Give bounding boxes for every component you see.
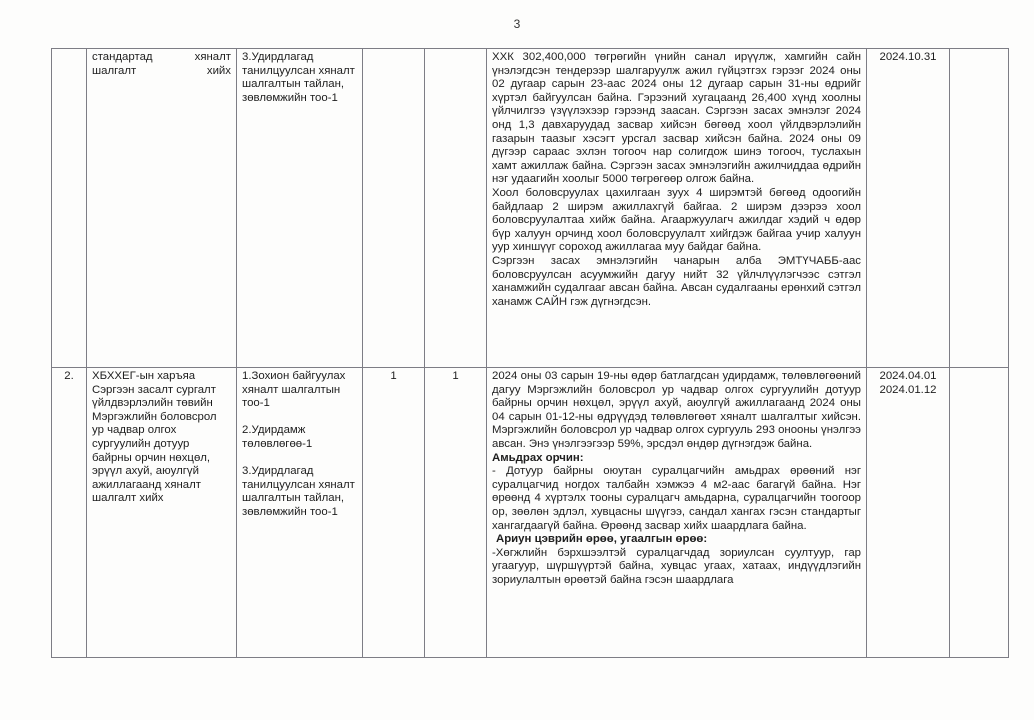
task-cell [87,49,237,368]
section-heading: Амьдрах орчин: [492,451,584,464]
report-cell [487,368,867,658]
actual-cell [425,49,487,368]
date-value: 2024.01.12 [879,383,937,396]
indicators-cell [237,49,363,368]
report-paragraph: Хоол боловсруулах цахилгаан зуух 4 ширэмтэй бөгөөд одоогийн байдлаар 2 ширэм ажиллахгүй байгаа. 2 ширэм дээрээ хоол боловсруулалтаа хийж байна. Агааржуулагч ажилдаг хэдий ч өдөр бүр халуун орчинд хоол боловсруулалт хийгдэж байгаа учир халуун уур хиншүүг сороход ажиллагаа муу байдаг байна. [492,186,861,254]
report-paragraph: Сэргээн засах эмнэлэгийн чанарын алба ЭМТҮЧАББ-аас боловсруулсан асуумжийн дагуу нийт 32 үйлчлүүлэгчээс сэтгэл ханамжийн судалгааг авсан байна. Авсан судалгааны ерөнхий сэтгэл ханамж САЙН гэж дүгнэгдсэн. [492,254,861,308]
section-text: -Хөгжлийн бэрхшээлтэй суралцагчдад зориулсан суултуур, гар угаагуур, шүршүүртэй байна, хувцас угаах, хатаах, индүүдлэгийн зориулалтын өрөөтэй байна гэсэн шаардлага [492,546,861,586]
notes-cell [950,49,1009,368]
report-table [51,48,1009,658]
actual-cell: 1 [425,368,487,658]
task-text: стандартад хяналт шалгалт хийх [92,51,231,77]
indicators-cell [237,368,363,658]
task-cell [87,368,237,658]
date-value: 2024.04.01 [879,370,937,382]
section-heading: Ариун цэврийн өрөө, угаалгын өрөө: [496,533,708,546]
report-intro: 2024 оны 03 сарын 19-ны өдөр батлагдсан удирдамж, төлөвлөгөөний дагуу Мэргэжлийн боловсрол ур чадвар олгох сургуулийн дотуур байрны орчин нөхцөл, эрүүл ахуй, аюулгүй ажиллагаанд 2024 оны 04 сарын 01-12-ны өдрүүдэд төлөвлөгөөт хяналт шалгалтыг хийсэн. Мэргэжлийн боловсрол ур чадвар олгох сургууль 293 онооны үнэлгээ авсан. Энэ үнэлгээгээр 59%, эрсдэл өндөр дүгнэгдэж байна. [492,370,861,450]
row-index-cell: 2. [52,368,87,658]
report-paragraph: ХХК 302,400,000 төгрөгийн үнийн санал ирүүлж, хамгийн сайн үнэлэгдсэн тендерээр шалгаруулж ажил гүйцэтгэх гэрээг 2024 оны 02 дугаар сарын 23-аас 2024 оны 12 дугаар сарын 31-ны өдрийг хүртэл байгуулсан байна. Гэрээний хугацаанд 26,400 хүнд хоолны үйлчилгээ үзүүлэхээр гэрээнд заасан. Сэргээн засах эмнэлэг 2024 онд 1,3 давхаруудад засвар хийсэн бөгөөд хоол үйлдвэрлэлийн газарын таазыг хэсэгт урсгал засвар хийсэн байна. 2024 оны 09 дүгээр сараас эхлэн тогооч нар солигдож шинэ тогооч, туслахын хамт ажиллаж байна. Сэргээн засах эмнэлэгийн ажилчиддаа өдрийн нэг удаагийн хоолыг 5000 төгрөгөөр олгож байна. [492,51,861,186]
date-cell [867,49,950,368]
section-text: - Дотуур байрны оюутан суралцагчийн амьдрах өрөөний нэг суралцагчид ногдох талбайн хэмжээ 4 м2-аас багагүй байна. Нэг өрөөнд 4 хүртэлх тооны суралцагч амьдарна, суралцагчийн тоогоор ор, зөөлөн эдлэл, хувцасны шүүгээ, сандал хангах гэсэн стандартыг хангагдаагүй байна. Өрөөнд засвар хийх шаардлага байна. [492,465,861,532]
date-value: 2024.10.31 [879,51,937,63]
planned-cell: 1 [363,368,425,658]
indicator-item: 2.Удирдамж төлөвлөгөө-1 [242,424,313,450]
page-number: 3 [513,17,521,31]
indicator-item: 3.Удирдлагад танилцуулсан хяналт шалгалтын тайлан, зөвлөмжийн тоо-1 [242,465,355,518]
table-row [52,49,1009,368]
report-cell [487,49,867,368]
row-index-cell [52,49,87,368]
notes-cell [950,368,1009,658]
indicator-item: 3.Удирдлагад танилцуулсан хяналт шалгалтын тайлан, зөвлөмжийн тоо-1 [242,51,355,104]
date-cell [867,368,950,658]
task-text: ХБХХЕГ-ын харъяа Сэргээн засалт сургалт үйлдвэрлэлийн төвийн Мэргэжлийн боловсрол ур чадвар олгох сургуулийн дотуур байрны орчин нөхцөл, эрүүл ахуй, аюулгүй ажиллагаанд хяналт шалгалт хийх [92,370,217,505]
indicator-item: 1.Зохион байгуулах хяналт шалгалтын тоо-1 [242,370,346,410]
planned-cell [363,49,425,368]
table-row [52,368,1009,658]
